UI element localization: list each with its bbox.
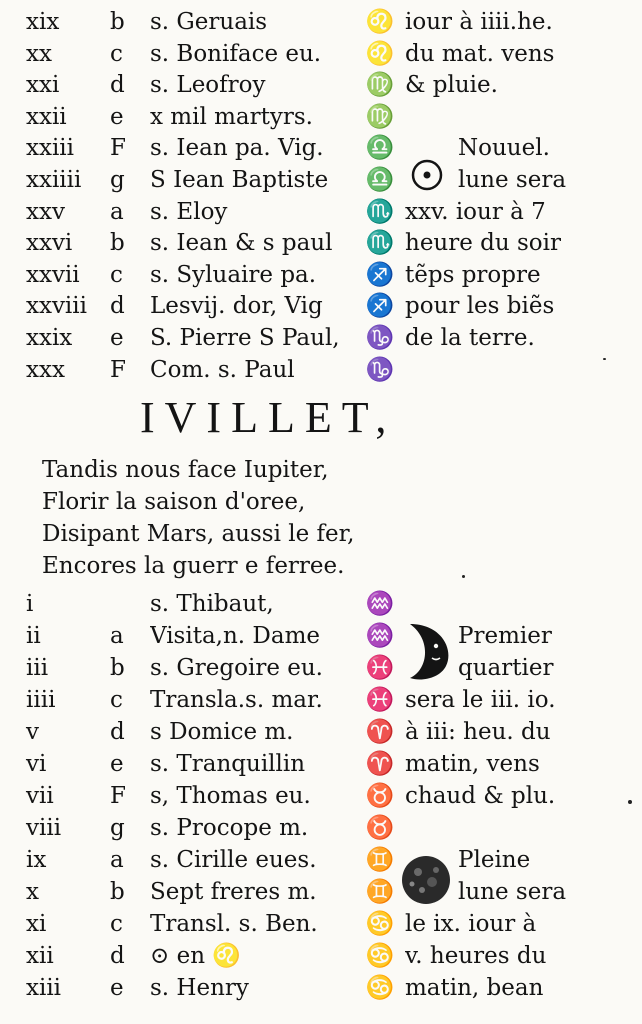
calendar-row — [0, 6, 642, 38]
dominical-letter: c — [110, 687, 123, 713]
dominical-letter: a — [110, 623, 124, 649]
zodiac-sign: ♓ — [365, 687, 395, 713]
calendar-row — [0, 652, 642, 684]
day-numeral: i — [26, 591, 34, 617]
zodiac-sign: ♉ — [365, 783, 395, 809]
calendar-row — [0, 101, 642, 133]
saint-name: s. Procope m. — [150, 815, 309, 841]
full-moon-icon — [398, 852, 454, 908]
saint-name: Com. s. Paul — [150, 356, 295, 383]
day-numeral: xxvi — [26, 230, 73, 257]
saint-name: s. Iean & s paul — [150, 230, 333, 257]
astronomical-note: sera le iii. io. — [405, 687, 556, 713]
dominical-letter: e — [110, 103, 124, 130]
dominical-letter: e — [110, 751, 124, 777]
day-numeral: v — [26, 719, 39, 745]
zodiac-sign: ♋ — [365, 975, 395, 1001]
dominical-letter: b — [110, 655, 125, 681]
calendar-row — [0, 588, 642, 620]
zodiac-sign: ♑ — [365, 356, 395, 383]
day-numeral: xxvii — [26, 261, 80, 288]
day-numeral: xii — [26, 943, 54, 969]
first-quarter-moon-icon — [402, 620, 456, 682]
dominical-letter: c — [110, 911, 123, 937]
ink-speck — [603, 358, 606, 360]
verse-line: Florir la saison d'oree, — [42, 489, 306, 515]
zodiac-sign: ♌ — [365, 9, 395, 35]
saint-name: s. Henry — [150, 975, 249, 1001]
dominical-letter: d — [110, 719, 125, 745]
zodiac-sign: ♎ — [365, 167, 395, 193]
zodiac-sign: ♓ — [365, 655, 395, 681]
dominical-letter: a — [110, 847, 124, 873]
dominical-letter: c — [110, 261, 123, 288]
day-numeral: xi — [26, 911, 47, 937]
calendar-row — [0, 38, 642, 70]
dominical-letter: e — [110, 975, 124, 1001]
verse-line: Tandis nous face Iupiter, — [42, 457, 329, 483]
astronomical-note: heure du soir — [405, 230, 562, 257]
calendar-row — [0, 940, 642, 972]
dominical-letter: a — [110, 198, 124, 225]
day-numeral: vi — [26, 751, 47, 777]
dominical-letter: g — [110, 167, 125, 193]
zodiac-sign: ♏ — [365, 198, 395, 225]
dominical-letter: g — [110, 815, 125, 841]
zodiac-sign: ♉ — [365, 815, 395, 841]
astronomical-note: xxv. iour à 7 — [405, 198, 546, 225]
astronomical-note: lune sera — [458, 167, 567, 193]
day-numeral: iiii — [26, 687, 56, 713]
day-numeral: ii — [26, 623, 41, 649]
calendar-row — [0, 716, 642, 748]
day-numeral: vii — [26, 783, 54, 809]
dominical-letter: F — [110, 356, 126, 383]
calendar-row — [0, 227, 642, 259]
month-title: IVILLET, — [140, 393, 397, 442]
verse-line: Disipant Mars, aussi le fer, — [42, 521, 355, 547]
zodiac-sign: ♍ — [365, 72, 395, 99]
calendar-row — [0, 354, 642, 386]
dominical-letter: e — [110, 325, 124, 351]
saint-name: s. Gregoire eu. — [150, 655, 323, 681]
zodiac-sign: ♒ — [365, 623, 395, 649]
astronomical-note: de la terre. — [405, 325, 535, 351]
day-numeral: xxiii — [26, 135, 75, 162]
calendar-row — [0, 132, 642, 164]
astronomical-note: à iii: heu. du — [405, 719, 551, 745]
saint-name: S. Pierre S Paul, — [150, 325, 340, 351]
saint-name: Transla.s. mar. — [150, 687, 323, 713]
zodiac-sign: ♏ — [365, 230, 395, 257]
day-numeral: xxx — [26, 356, 65, 383]
calendar-row — [0, 748, 642, 780]
dominical-letter: d — [110, 293, 125, 320]
day-numeral: x — [26, 879, 39, 905]
day-numeral: xxv — [26, 198, 65, 225]
dominical-letter: d — [110, 943, 125, 969]
saint-name: Sept freres m. — [150, 879, 317, 905]
day-numeral: xxi — [26, 72, 60, 99]
ink-speck — [462, 575, 465, 578]
astronomical-note: matin, bean — [405, 975, 544, 1001]
astronomical-note: lune sera — [458, 879, 567, 905]
calendar-row — [0, 620, 642, 652]
day-numeral: xxix — [26, 325, 73, 351]
saint-name: s. Cirille eues. — [150, 847, 317, 873]
zodiac-sign: ♈ — [365, 751, 395, 777]
astronomical-note: Nouuel. — [458, 135, 550, 162]
astronomical-note: v. heures du — [405, 943, 547, 969]
astronomical-note: iour à iiii.he. — [405, 9, 553, 35]
day-numeral: xxviii — [26, 293, 88, 320]
astronomical-note: pour les biẽs — [405, 293, 555, 320]
day-numeral: xxii — [26, 103, 67, 130]
saint-name: Transl. s. Ben. — [150, 911, 318, 937]
ink-speck — [628, 800, 632, 804]
dominical-letter: b — [110, 879, 125, 905]
astronomical-note: Premier — [458, 623, 552, 649]
day-numeral: xxiiii — [26, 167, 82, 193]
verse-line: Encores la guerr e ferree. — [42, 553, 345, 579]
day-numeral: xiii — [26, 975, 62, 1001]
dominical-letter: c — [110, 40, 123, 67]
saint-name: x mil martyrs. — [150, 103, 313, 130]
calendar-row — [0, 196, 642, 228]
day-numeral: xix — [26, 9, 60, 35]
calendar-row — [0, 290, 642, 322]
zodiac-sign: ♐ — [365, 261, 395, 288]
dominical-letter: F — [110, 135, 126, 162]
zodiac-sign: ♈ — [365, 719, 395, 745]
astronomical-note: Pleine — [458, 847, 531, 873]
calendar-row — [0, 164, 642, 196]
zodiac-sign: ♐ — [365, 293, 395, 320]
astronomical-note: quartier — [458, 655, 554, 681]
saint-name: s Domice m. — [150, 719, 294, 745]
zodiac-sign: ♎ — [365, 135, 395, 162]
saint-name: s. Leofroy — [150, 72, 266, 99]
zodiac-sign: ♊ — [365, 879, 395, 905]
astronomical-note: le ix. iour à — [405, 911, 537, 937]
calendar-row — [0, 322, 642, 354]
dominical-letter: d — [110, 72, 125, 99]
day-numeral: viii — [26, 815, 62, 841]
zodiac-sign: ♌ — [365, 40, 395, 67]
zodiac-sign: ♋ — [365, 911, 395, 937]
calendar-row — [0, 876, 642, 908]
dominical-letter: b — [110, 230, 125, 257]
zodiac-sign: ♊ — [365, 847, 395, 873]
saint-name: Lesvij. dor, Vig — [150, 293, 323, 320]
calendar-row — [0, 259, 642, 291]
astronomical-note: tẽps propre — [405, 261, 541, 288]
calendar-row — [0, 844, 642, 876]
zodiac-sign: ♒ — [365, 591, 395, 617]
saint-name: s. Thibaut, — [150, 591, 274, 617]
dominical-letter: F — [110, 783, 126, 809]
saint-name: Visita,n. Dame — [150, 623, 320, 649]
saint-name: S Iean Baptiste — [150, 167, 329, 193]
calendar-row — [0, 908, 642, 940]
astronomical-note: matin, vens — [405, 751, 540, 777]
calendar-row — [0, 69, 642, 101]
saint-name: s. Geruais — [150, 9, 268, 35]
zodiac-sign: ♍ — [365, 103, 395, 130]
astronomical-note: & pluie. — [405, 72, 498, 99]
dominical-letter: b — [110, 9, 125, 35]
calendar-row — [0, 972, 642, 1004]
astronomical-note: chaud & plu. — [405, 783, 556, 809]
day-numeral: xx — [26, 40, 52, 67]
day-numeral: ix — [26, 847, 47, 873]
calendar-row — [0, 780, 642, 812]
new-moon-icon — [410, 158, 444, 192]
saint-name: s. Tranquillin — [150, 751, 306, 777]
calendar-row — [0, 684, 642, 716]
saint-name: s. Eloy — [150, 198, 228, 225]
zodiac-sign: ♋ — [365, 943, 395, 969]
saint-name: s. Syluaire pa. — [150, 261, 317, 288]
saint-name: s, Thomas eu. — [150, 783, 311, 809]
saint-name: s. Iean pa. Vig. — [150, 135, 324, 162]
saint-name: s. Boniface eu. — [150, 40, 322, 67]
saint-name: ⊙ en ♌ — [150, 943, 241, 969]
day-numeral: iii — [26, 655, 49, 681]
calendar-row — [0, 812, 642, 844]
zodiac-sign: ♑ — [365, 325, 395, 351]
astronomical-note: du mat. vens — [405, 40, 555, 67]
